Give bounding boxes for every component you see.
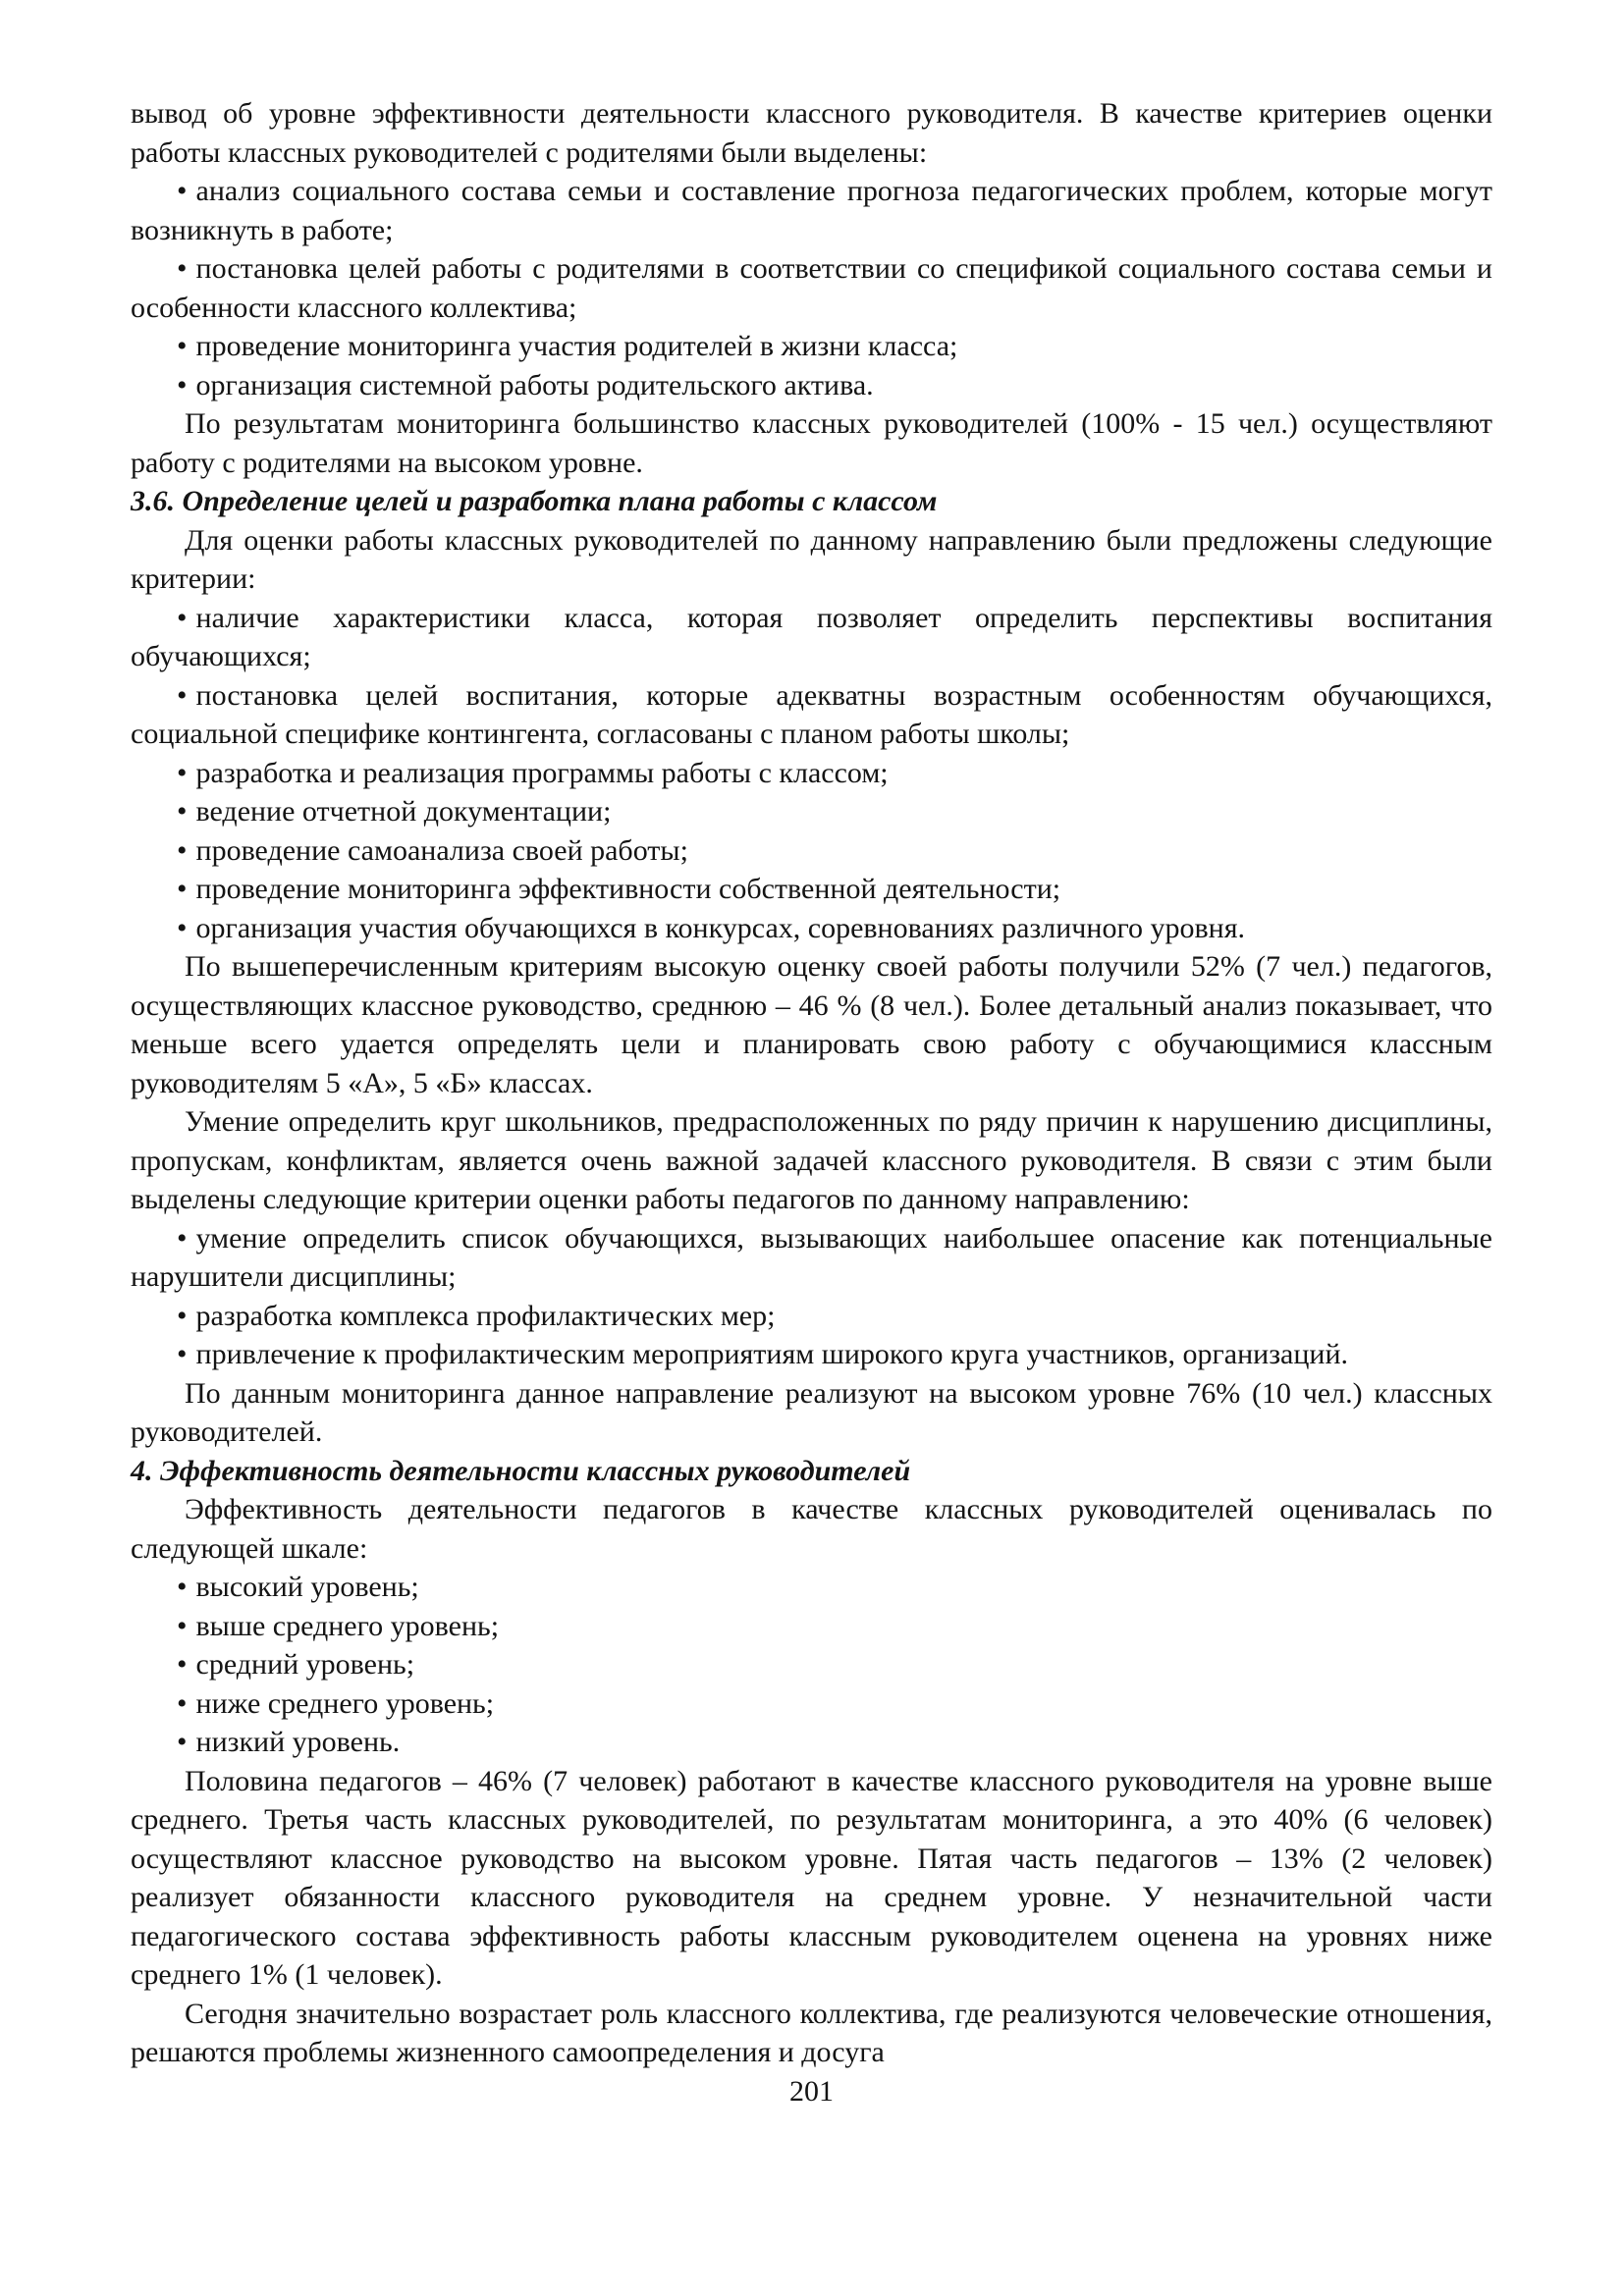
bullet-item [131,1645,1492,1684]
section-heading: 3.6. Определение целей и разработка плана работы с классом [131,485,938,517]
bullet-text: проведение мониторинга участия родителей в жизни класса; [195,330,958,362]
bullet-item [131,1684,1492,1724]
paragraph: Эффективность деятельности педагогов в качестве классных руководителей оценивалась по следующей шкале: [131,1493,1492,1565]
paragraph: По вышеперечисленным критериям высокую оценку своей работы получили 52% (7 чел.) педагогов, осуществляющих классное руководство, среднюю – 46 % (8 чел.). Более детальный анализ показывает, что меньше всего удается определять цели и планировать свою работу с обучающимися классным руководителям 5 «А», 5 «Б» классах. [131,950,1492,1099]
paragraph: Для оценки работы классных руководителей по данному направлению были предложены следующие критерии: [131,523,1492,595]
bullet-text: ниже среднего уровень; [195,1686,495,1720]
bullet-item [131,1723,1492,1762]
section-heading: 4. Эффективность деятельности классных руководителей [131,1454,911,1487]
bullet-text: выше среднего уровень; [195,1609,500,1642]
bullet-marker-icon: • [177,873,188,905]
bullet-marker-icon: • [177,833,188,867]
page-number: 201 [789,2074,834,2108]
paragraph: По результатам мониторинга большинство классных руководителей (100% - 15 чел.) осуществляют работу с родителями на высоком уровне. [131,407,1492,479]
bullet-item [131,1607,1492,1646]
bullet-text: постановка целей работы с родителями в соответствии со спецификой социального состава семьи и особенности классного коллектива; [131,252,1492,324]
bullet-marker-icon: • [177,795,188,828]
paragraph: вывод об уровне эффективности деятельности классного руководителя. В качестве критериев оценки работы классных руководителей с родителями были выделены: [131,97,1492,169]
bullet-item [131,172,1492,249]
bullet-item [131,676,1492,754]
bullet-text: ведение отчетной документации; [195,795,612,828]
bullet-item [131,1568,1492,1607]
bullet-marker-icon: • [177,911,188,944]
bullet-item [131,599,1492,676]
bullet-marker-icon: • [177,1299,188,1332]
paragraph: По данным мониторинга данное направление реализуют на высоком уровне 76% (10 чел.) классных руководителей. [131,1376,1492,1448]
bullet-marker-icon: • [177,678,188,712]
paragraph: Умение определить круг школьников, предрасположенных по ряду причин к нарушению дисциплины, пропускам, конфликтам, является очень важной задачей классного руководителя. В связи с этим были выделены следующие критерии оценки работы педагогов по данному направлению: [131,1105,1492,1215]
bullet-item [131,792,1492,831]
bullet-text: низкий уровень. [195,1726,401,1758]
bullet-item [131,1297,1492,1336]
bullet-marker-icon: • [177,1686,188,1720]
bullet-text: разработка комплекса профилактических мер; [195,1299,776,1332]
bullet-text: анализ социального состава семьи и составление прогноза педагогических проблем, которые могут возникнуть в работе; [131,175,1492,246]
bullet-marker-icon: • [177,175,188,207]
paragraph: Половина педагогов – 46% (7 человек) работают в качестве классного руководителя на уровне выше среднего. Третья часть классных руководителей, по результатам мониторинга, а это 40% (6 человек) осуществляют классное руководство на высоком уровне. Пятая часть педагогов – 13% (2 человек) реализует обязанности классного руководителя на среднем уровне. У незначительной части педагогического состава эффективность работы классным руководителем оценена на уровнях ниже среднего 1% (1 человек). [131,1764,1492,1991]
bullet-item [131,1219,1492,1297]
bullet-text: постановка целей воспитания, которые адекватны возрастным особенностям обучающихся, социальной специфике контингента, согласованы с планом работы школы; [131,678,1492,750]
bullet-text: организация системной работы родительского актива. [195,368,874,401]
bullet-item [131,870,1492,909]
bullet-item [131,909,1492,948]
bullet-marker-icon: • [177,601,188,634]
bullet-marker-icon: • [177,1609,188,1642]
bullet-text: высокий уровень; [195,1571,419,1603]
bullet-marker-icon: • [177,1221,188,1255]
bullet-text: наличие характеристики класса, которая позволяет определить перспективы воспитания обучающихся; [131,601,1492,672]
bullet-text: проведение мониторинга эффективности собственной деятельности; [195,873,1061,905]
bullet-marker-icon: • [177,756,188,789]
bullet-marker-icon: • [177,252,188,285]
bullet-marker-icon: • [177,1648,188,1681]
bullet-text: средний уровень; [195,1648,415,1681]
bullet-marker-icon: • [177,330,188,362]
bullet-marker-icon: • [177,368,188,401]
paragraph: Сегодня значительно возрастает роль классного коллектива, где реализуются человеческие отношения, решаются проблемы жизненного самоопределения и досуга [131,1997,1492,2068]
bullet-marker-icon: • [177,1338,188,1370]
bullet-text: привлечение к профилактическим мероприятиям широкого круга участников, организаций. [195,1338,1349,1370]
bullet-text: разработка и реализация программы работы с классом; [195,756,889,789]
bullet-marker-icon: • [177,1726,188,1758]
bullet-text: проведение самоанализа своей работы; [195,833,688,867]
document-body [131,94,1492,2110]
bullet-item [131,327,1492,366]
bullet-item [131,249,1492,327]
bullet-item [131,831,1492,871]
bullet-item [131,1335,1492,1374]
bullet-text: организация участия обучающихся в конкурсах, соревнованиях различного уровня. [195,911,1246,944]
bullet-item [131,366,1492,405]
bullet-item [131,754,1492,793]
bullet-text: умение определить список обучающихся, вызывающих наибольшее опасение как потенциальные нарушители дисциплины; [131,1221,1492,1293]
bullet-marker-icon: • [177,1571,188,1603]
